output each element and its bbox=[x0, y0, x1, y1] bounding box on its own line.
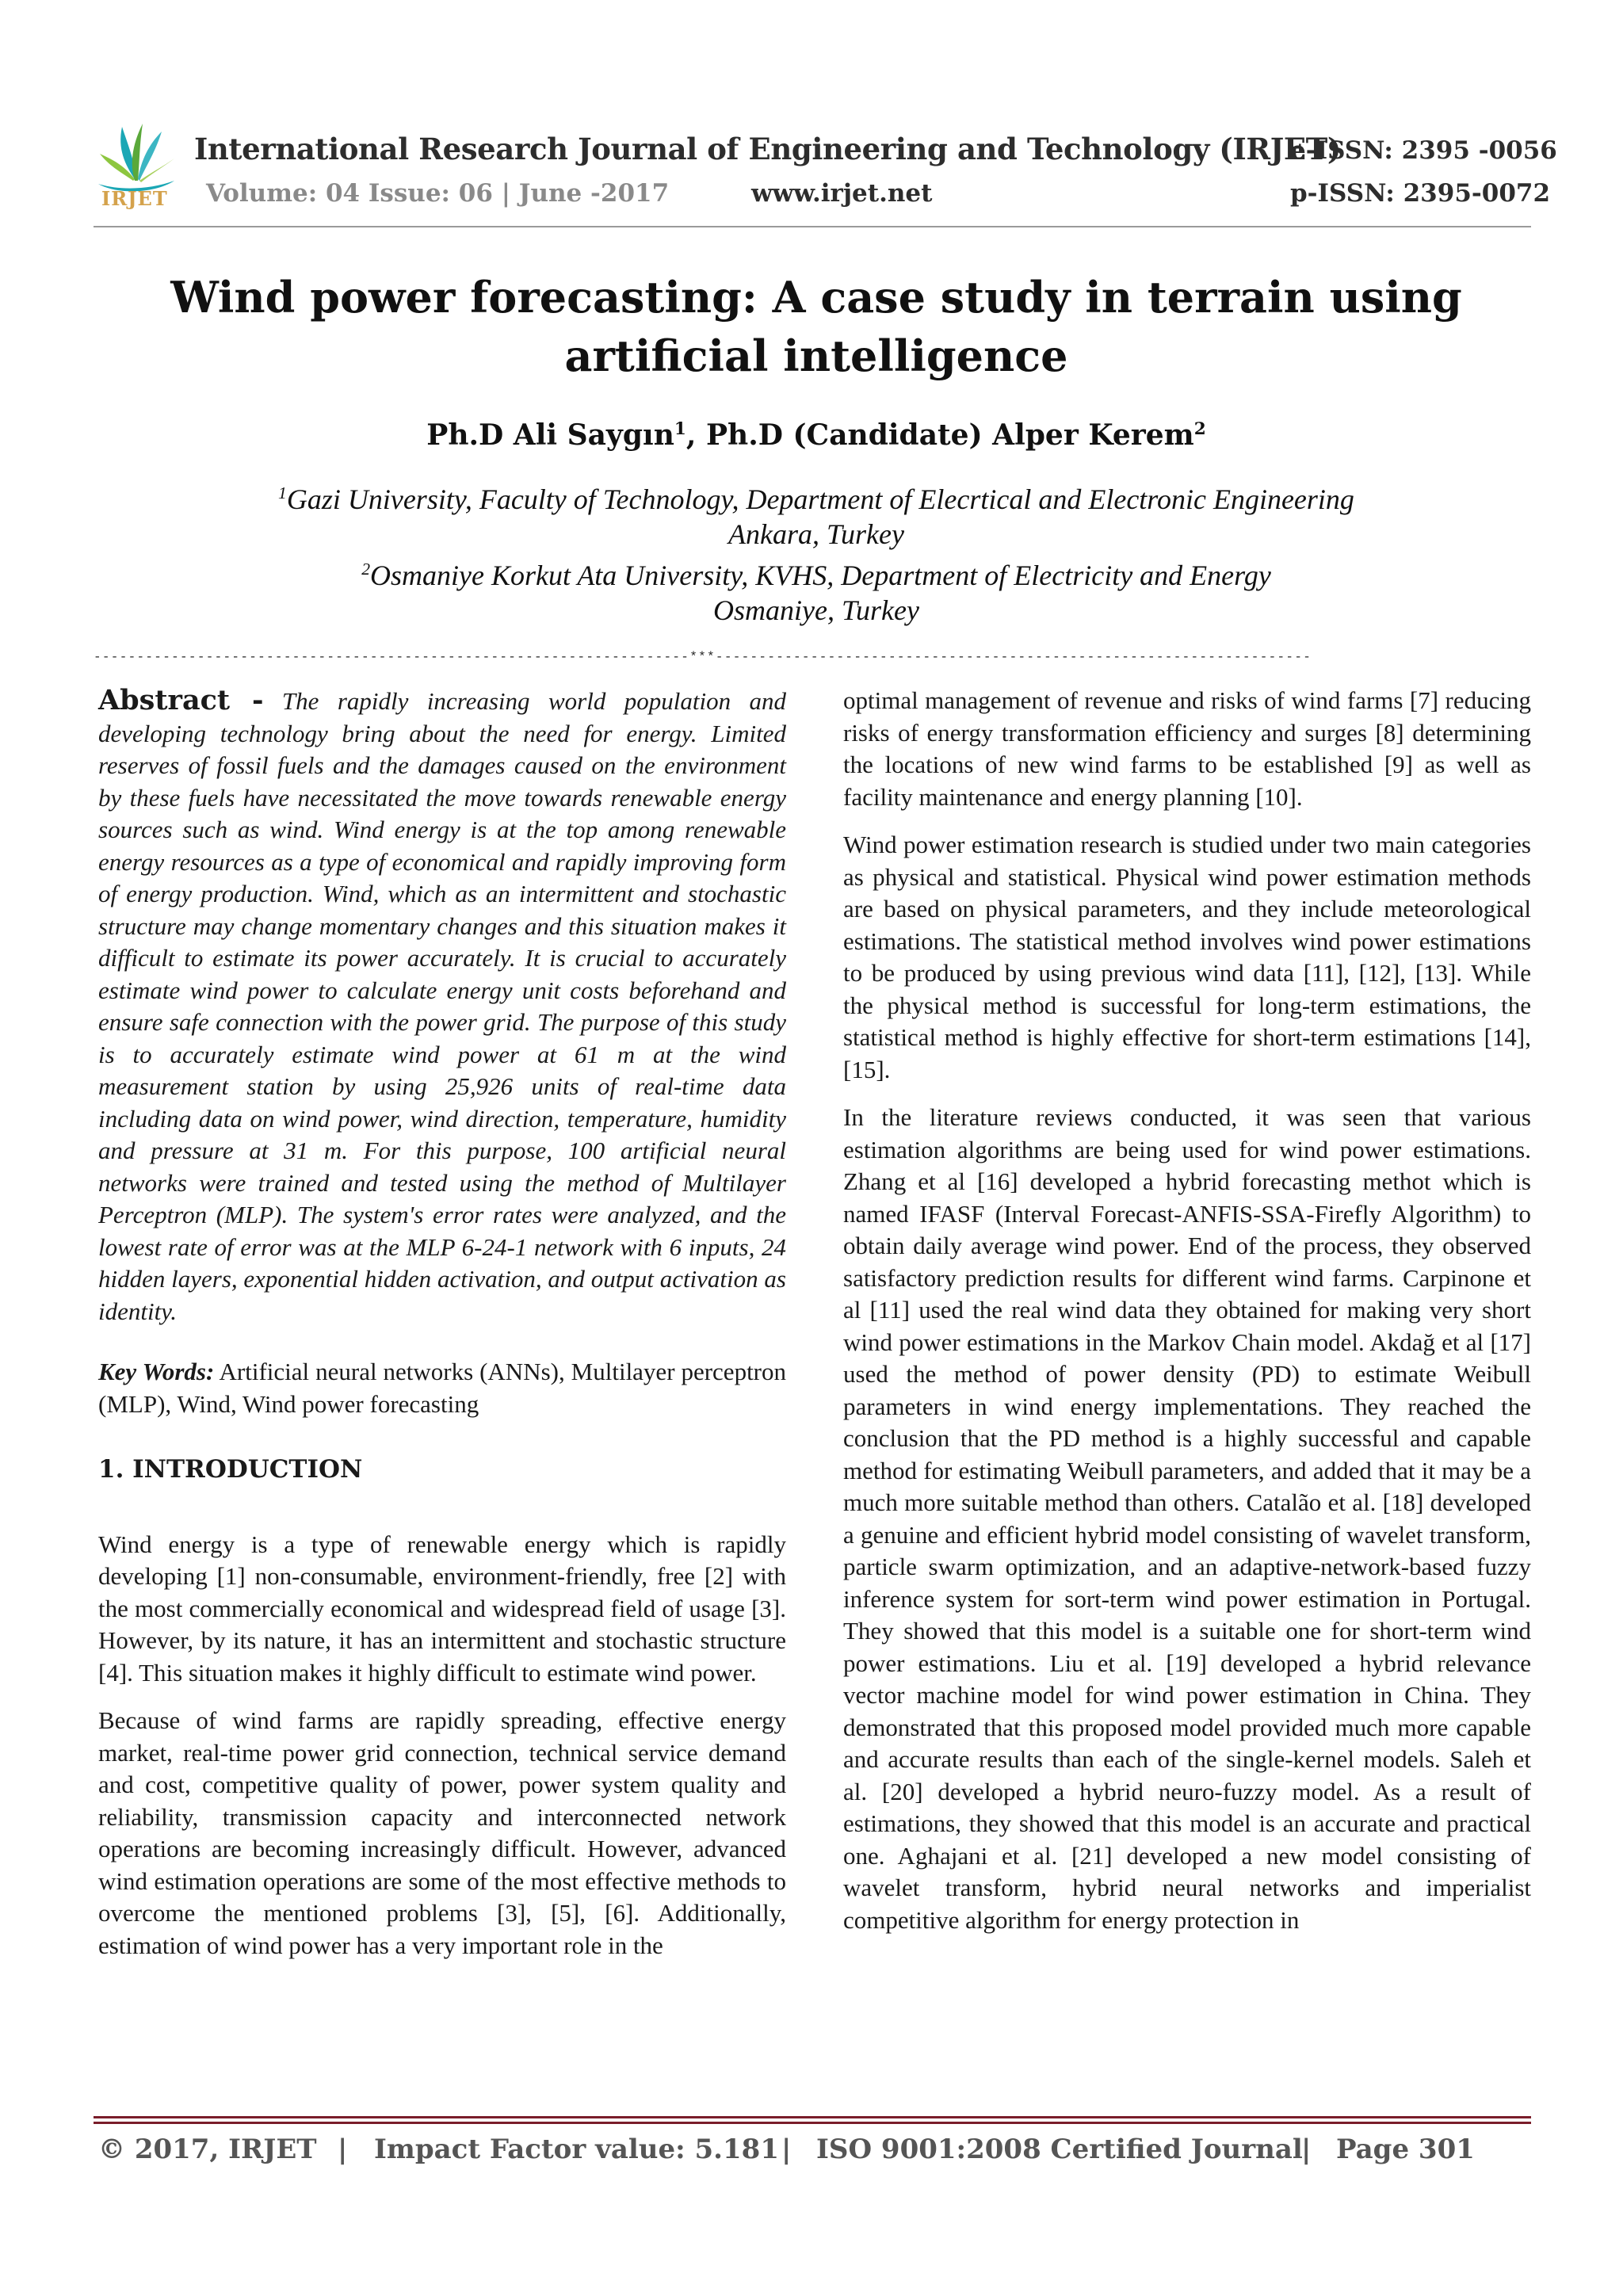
author-2: Ph.D (Candidate) Alper Kerem bbox=[705, 418, 1194, 452]
right-paragraph-1: optimal management of revenue and risks of wind farms [7] reducing risks of energy transformation efficiency and surges [8] determining the locations of new wind farms to be established [9] as well as facility maintenance and energy planning [10]. bbox=[843, 686, 1531, 811]
p-issn: p-ISSN: 2395-0072 bbox=[1290, 179, 1551, 208]
footer-separator: | bbox=[338, 2134, 348, 2165]
footer-iso: ISO 9001:2008 Certified Journal bbox=[816, 2134, 1303, 2165]
section-separator: ---------------------------------------------------------------------***--------------------------------------------------------------------- bbox=[94, 650, 1312, 664]
affiliation-1-city: Ankara, Turkey bbox=[728, 518, 904, 550]
author-1-affil-mark: 1 bbox=[674, 419, 686, 439]
keywords-body: Artificial neural networks (ANNs), Multilayer perceptron (MLP), Wind, Wind power forecasting bbox=[98, 1358, 787, 1418]
e-issn: e-ISSN: 2395 -0056 bbox=[1290, 136, 1557, 165]
affiliation-2 bbox=[119, 552, 1514, 593]
author-1: Ph.D Ali Saygın bbox=[426, 418, 674, 452]
footer-impact-factor: Impact Factor value: 5.181 bbox=[374, 2134, 779, 2165]
keywords-heading: Key Words bbox=[98, 1358, 206, 1385]
affiliation-1-mark: 1 bbox=[278, 483, 287, 502]
affiliation-2-city: Osmaniye, Turkey bbox=[713, 594, 919, 626]
right-paragraph-3: In the literature reviews conducted, it was seen that various estimation algorithms are being used for wind power estimations. Zhang et al [16] developed a hybrid forecasting methot which is named IFASF (Interval Forecast-ANFIS-SSA-Firefly Algorithm) to obtain daily average wind power. End of the process, they observed satisfactory prediction results for different wind farms. Carpinone et al [11] used the real wind data they obtained for making very short wind power estimations in the Markov Chain model. Akdağ et al [17] used the method of power density (PD) to estimate Weibull parameters in wind energy implementations. They reached the conclusion that the PD method is a highly successful and capable method for estimating Weibull parameters, and added that it may be a much more suitable method than others. Catalão et al. [18] developed a genuine and efficient hybrid model consisting of wavelet transform, particle swarm optimization, and an adaptive-network-based fuzzy inference system for sort-term wind power estimation in Portugal. They showed that this model is a suitable one for short-term wind power estimations. Liu et al. [19] developed a hybrid relevance vector machine model for wind power estimation in China. They demonstrated that this proposed model provided much more capable and accurate results than each of the single-kernel models. Saleh et al. [20] developed a hybrid neuro-fuzzy model. As a result of estimations, they showed that this model is an accurate and practical one. Aghajani et al. [21] developed a new model consisting of wavelet transform, hybrid neural networks and imperialist competitive algorithm for energy protection in bbox=[843, 1103, 1531, 1934]
author-2-affil-mark: 2 bbox=[1193, 419, 1206, 439]
footer-separator: | bbox=[1301, 2134, 1312, 2165]
journal-website[interactable]: www.irjet.net bbox=[751, 179, 933, 208]
intro-paragraph-1: Wind energy is a type of renewable energy which is rapidly developing [1] non-consumable, environment-friendly, free [2] with the most commercially economical and widespread field of usage [3]. However, by its nature, it has an intermittent and stochastic structure [4]. This situation makes it highly difficult to estimate wind power. bbox=[98, 1530, 786, 1687]
right-paragraph-2: Wind power estimation research is studied under two main categories as physical and statistical. Physical wind power estimation methods are based on physical parameters, and they include meteorological estimations. The statistical method involves wind power estimations to be produced by using previous wind data [11], [12], [13]. While the physical method is successful for long-term estimations, the statistical method is highly effective for short-term estimations [14], [15]. bbox=[843, 831, 1531, 1083]
header-divider bbox=[94, 226, 1531, 227]
irjet-logo bbox=[94, 117, 179, 211]
volume-issue: Volume: 04 Issue: 06 | June -2017 bbox=[206, 179, 670, 208]
keywords bbox=[98, 1356, 786, 1420]
right-column bbox=[843, 685, 1531, 1952]
abstract-body: The rapidly increasing world population and developing technology bring about the need for energy. Limited reserves of fossil fuels and the damages caused on the environment by these fuels have necessitated the move towards renewable energy sources such as wind. Wind energy is at the top among renewable energy resources as a type of economical and rapidly improving form of energy production. Wind, which as an intermittent and stochastic structure may change momentary changes and this situation makes it difficult to estimate its power accurately. It is crucial to accurately estimate wind power to calculate energy unit costs beforehand and ensure safe connection with the power grid. The purpose of this study is to accurately estimate wind power at 61 m at the wind measurement station by using 25,926 units of real-time data including data on wind power, wind direction, temperature, humidity and pressure at 31 m. For this purpose, 100 artificial neural networks were trained and tested using the method of Multilayer Perceptron (MLP). The system's error rates were analyzed, and the lowest rate of error was at the MLP 6-24-1 network with 6 inputs, 24 hidden layers, exponential hidden activation, and output activation as identity. bbox=[98, 687, 787, 1325]
footer-rule-bottom bbox=[94, 2122, 1531, 2124]
affiliation-1 bbox=[119, 476, 1514, 517]
abstract bbox=[98, 685, 786, 1328]
left-column bbox=[98, 685, 786, 1977]
author-line bbox=[119, 418, 1514, 452]
keywords-colon: : bbox=[205, 1358, 215, 1385]
intro-paragraph-2: Because of wind farms are rapidly spreading, effective energy market, real-time power grid connection, technical service demand and cost, competitive quality of power, power system quality and reliability, transmission capacity and interconnected network operations are becoming increasingly difficult. However, advanced wind estimation operations are some of the most effective methods to overcome the mentioned problems [3], [5], [6]. Additionally, estimation of wind power has a very important role in the bbox=[98, 1706, 786, 1959]
affiliation-1-line1: Gazi University, Faculty of Technology, Department of Elecrtical and Electronic Engineering bbox=[286, 483, 1354, 515]
footer-separator: | bbox=[781, 2134, 792, 2165]
footer-rule-top bbox=[94, 2116, 1531, 2118]
abstract-heading: Abstract - bbox=[98, 684, 264, 716]
author-separator: , bbox=[685, 418, 706, 452]
affiliation-2-line1: Osmaniye Korkut Ata University, KVHS, Department of Electricity and Energy bbox=[370, 560, 1271, 591]
journal-name: International Research Journal of Engineering and Technology (IRJET) bbox=[194, 132, 1341, 166]
affiliation-2-mark: 2 bbox=[361, 560, 370, 579]
paper-title: Wind power forecasting: A case study in terrain using artificial intelligence bbox=[170, 272, 1462, 381]
footer-copyright: © 2017, IRJET bbox=[98, 2134, 317, 2165]
page-number: Page 301 bbox=[1336, 2134, 1475, 2165]
introduction-heading: 1. INTRODUCTION bbox=[98, 1455, 363, 1484]
logo-wordmark: IRJET bbox=[101, 187, 168, 210]
affiliations bbox=[119, 476, 1514, 628]
